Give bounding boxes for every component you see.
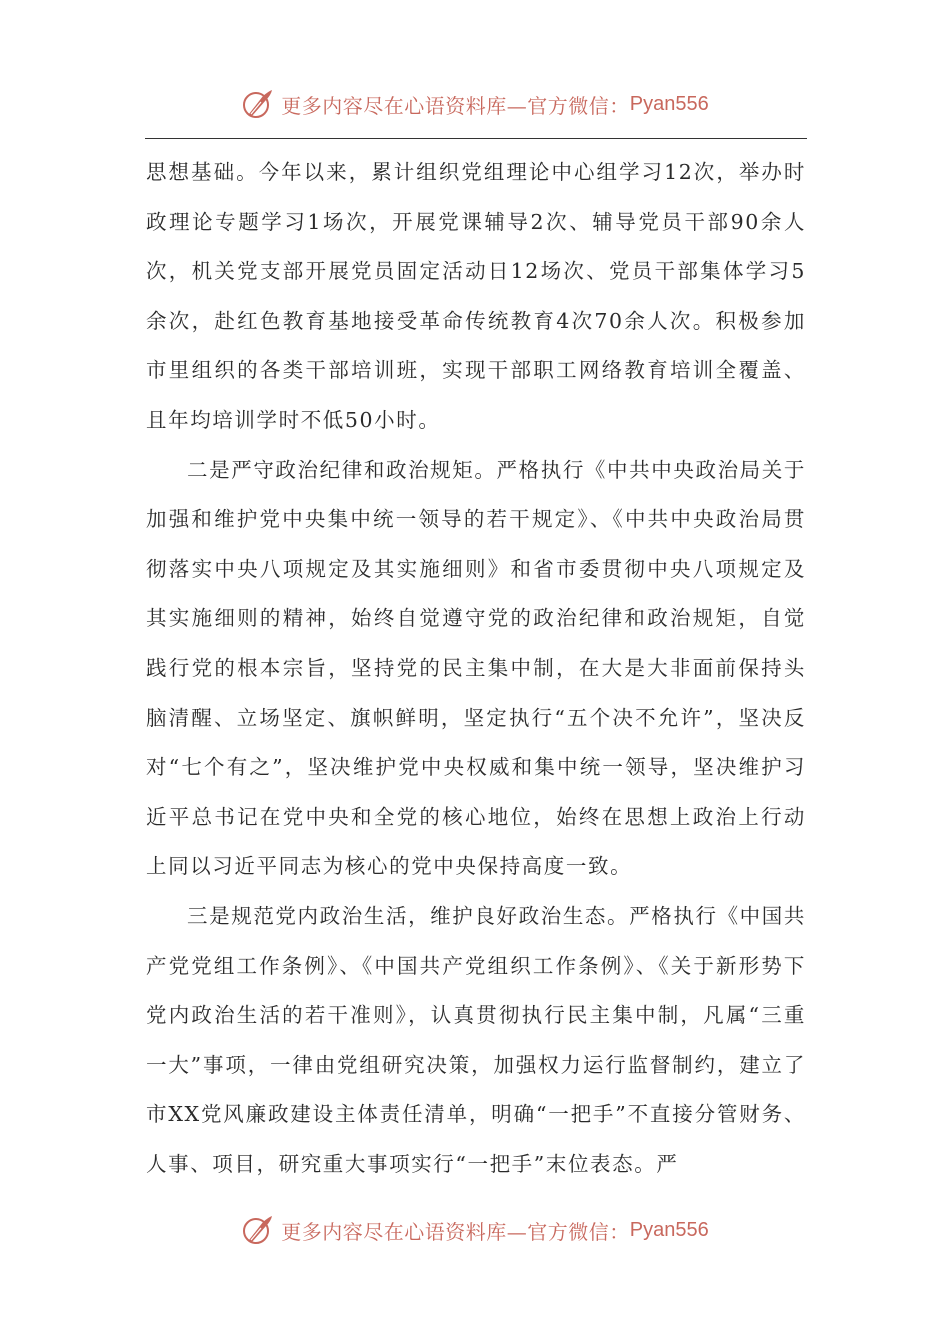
document-body: [146, 148, 806, 1189]
page-header-banner: [0, 84, 950, 124]
header-banner-text: 更多内容尽在心语资料库—官方微信：: [281, 93, 630, 118]
paragraph-continuation: 思想基础。今年以来，累计组织党组理论中心组学习12次，举办时政理论专题学习1场次，开展党课辅导2次、辅导党员干部90余人次，机关党支部开展党员固定活动日12场次、党员干部集体学习5余次，赴红色教育基地接受革命传统教育4次70余人次。积极参加市里组织的各类干部培训班，实现干部职工网络教育培训全覆盖、且年均培训学时不低50小时。: [146, 160, 806, 432]
page-footer-banner: [0, 1210, 950, 1250]
paragraph-political-discipline: 二是严守政治纪律和政治规矩。严格执行《中共中央政治局关于加强和维护党中央集中统一领导的若干规定》、《中共中央政治局贯彻落实中央八项规定及其实施细则》和省市委贯彻中央八项规定及其实施细则的精神，始终自觉遵守党的政治纪律和政治规矩，自觉践行党的根本宗旨，坚持党的民主集中制，在大是大非面前保持头脑清醒、立场坚定、旗帜鲜明，坚定执行“五个决不允许”，坚决反对“七个有之”，坚决维护党中央权威和集中统一领导，坚决维护习近平总书记在党中央和全党的核心地位，始终在思想上政治上行动上同以习近平同志为核心的党中央保持高度一致。: [146, 457, 806, 879]
paragraph-political-life: 三是规范党内政治生活，维护良好政治生态。严格执行《中国共产党党组工作条例》、《中国共产党组织工作条例》、《关于新形势下党内政治生活的若干准则》，认真贯彻执行民主集中制，凡属“三重一大”事项，一律由党组研究决策，加强权力运行监督制约，建立了市XX党风廉政建设主体责任清单，明确“一把手”不直接分管财务、人事、项目，研究重大事项实行“一把手”末位表态。严: [146, 903, 806, 1176]
footer-banner-text: 更多内容尽在心语资料库—官方微信：: [281, 1219, 630, 1244]
footer-wechat-id: Pyan556: [629, 1218, 709, 1241]
quill-pen-circle-icon: [241, 87, 275, 121]
quill-pen-circle-icon: [241, 1213, 275, 1247]
header-divider: [145, 138, 807, 139]
header-wechat-id: Pyan556: [629, 92, 709, 115]
